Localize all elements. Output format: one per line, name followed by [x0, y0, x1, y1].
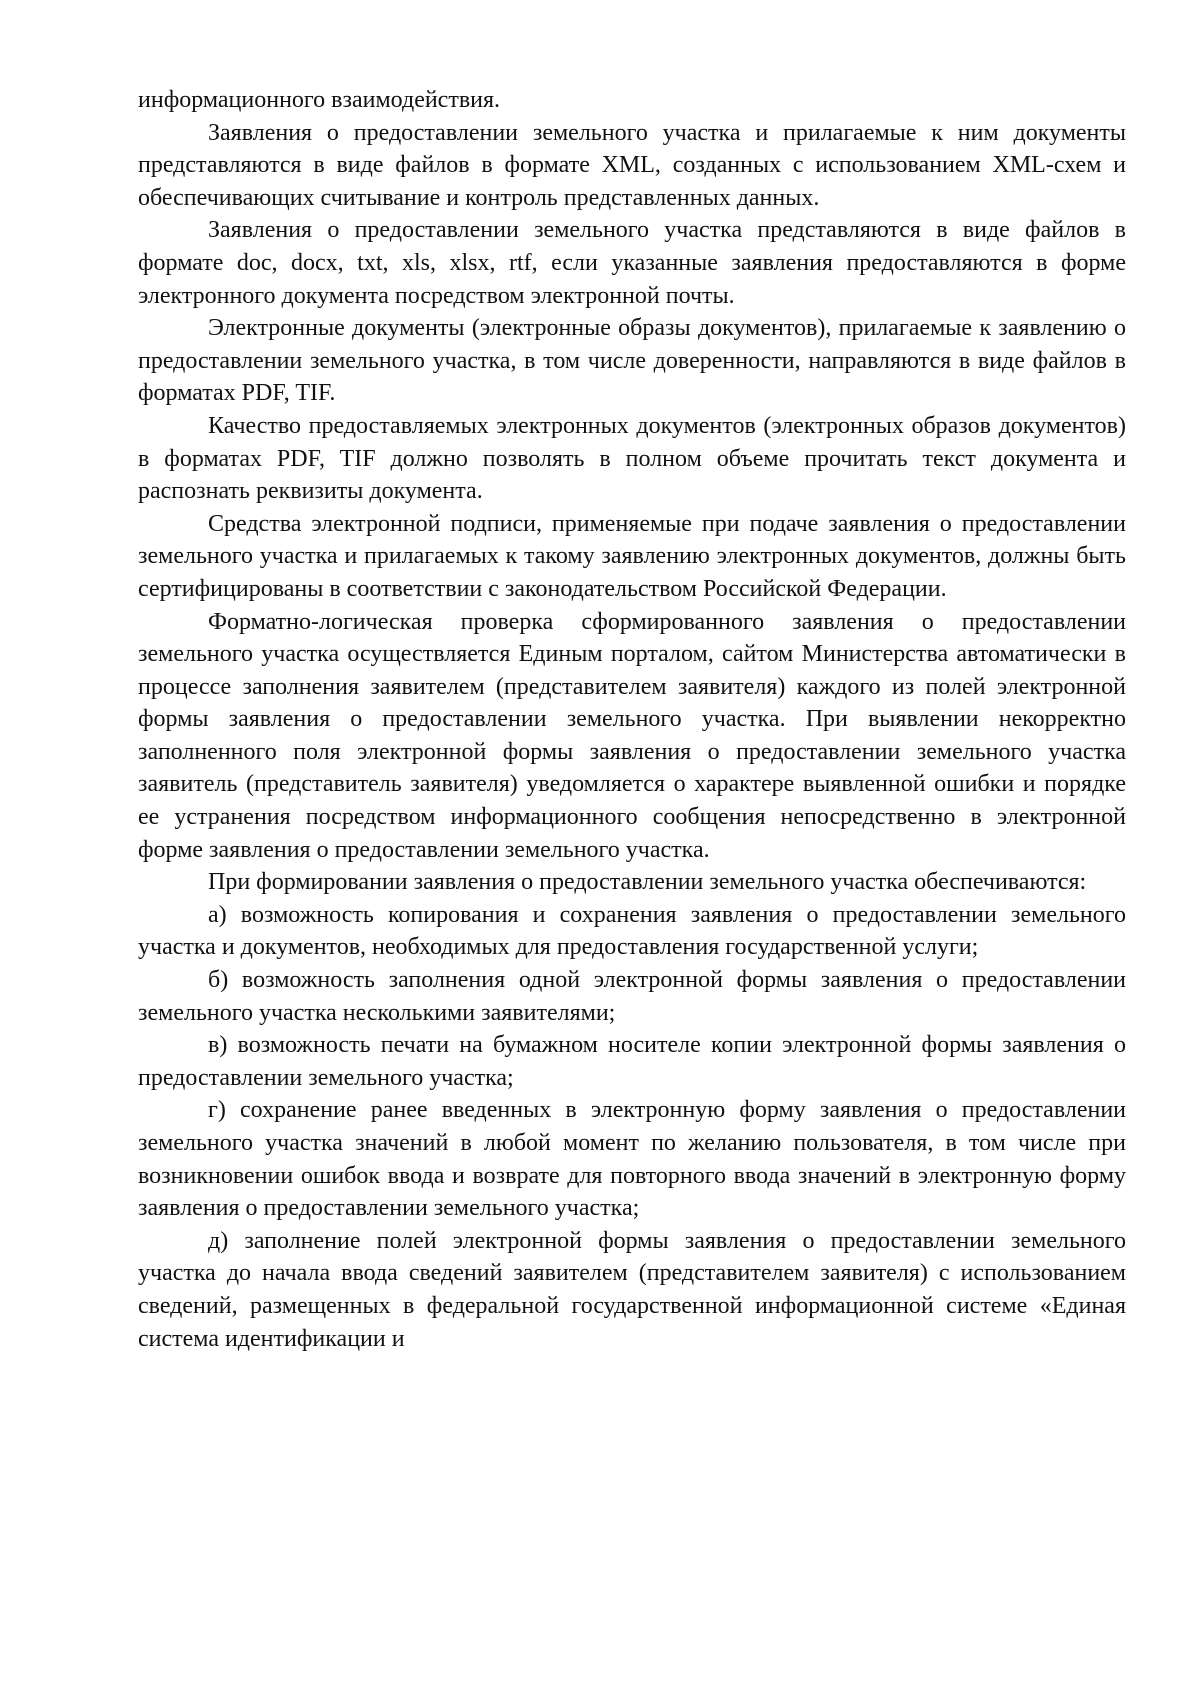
paragraph-form-provisions: При формировании заявления о предоставлении земельного участка обеспечиваются: [208, 869, 1087, 896]
list-item-g: г) сохранение ранее введенных в электронную форму заявления о предоставлении земельного участка значений в любой момент по желанию пользователя, в том числе при возникновении ошибок ввода и возврате для повторного ввода значений в электронную форму заявления о предоставлении земельного участка; [138, 1097, 1126, 1222]
list-item-v: в) возможность печати на бумажном носителе копии электронной формы заявления о предоставлении земельного участка; [138, 1032, 1126, 1091]
document-page [138, 84, 1126, 1355]
list-item-b: б) возможность заполнения одной электронной формы заявления о предоставлении земельного участка несколькими заявителями; [138, 967, 1126, 1026]
paragraph-electronic-signature: Средства электронной подписи, применяемые при подаче заявления о предоставлении земельного участка и прилагаемых к такому заявлению электронных документов, должны быть сертифицированы в соответствии с законодательством Российской Федерации. [138, 510, 1126, 602]
paragraph-xml-format: Заявления о предоставлении земельного участка и прилагаемые к ним документы представляются в виде файлов в формате XML, созданных с использованием XML-схем и обеспечивающих считывание и контроль представленных данных. [138, 119, 1126, 211]
list-item-d: д) заполнение полей электронной формы заявления о предоставлении земельного участка до начала ввода сведений заявителем (представителем заявителя) с использованием сведений, размещенных в федеральной государственной информационной системе «Единая система идентификации и [138, 1227, 1126, 1352]
paragraph-electronic-documents: Электронные документы (электронные образы документов), прилагаемые к заявлению о предоставлении земельного участка, в том числе доверенности, направляются в виде файлов в форматах PDF, TIF. [138, 315, 1126, 407]
list-item-a: а) возможность копирования и сохранения заявления о предоставлении земельного участка и документов, необходимых для предоставления государственной услуги; [138, 901, 1126, 961]
paragraph-format-logic-check: Форматно-логическая проверка сформированного заявления о предоставлении земельного участка осуществляется Единым порталом, сайтом Министерства автоматически в процессе заполнения заявителем (представителем заявителя) каждого из полей электронной формы заявления о предоставлении земельного участка. При выявлении некорректно заполненного поля электронной формы заявления о предоставлении земельного участка заявитель (представитель заявителя) уведомляется о характере выявленной ошибки и порядке ее устранения посредством информационного сообщения непосредственно в электронной форме заявления о предоставлении земельного участка. [138, 608, 1126, 863]
paragraph-doc-formats: Заявления о предоставлении земельного участка представляются в виде файлов в формате doc, docx, txt, xls, xlsx, rtf, если указанные заявления предоставляются в форме электронного документа посредством электронной почты. [138, 217, 1126, 309]
paragraph-document-quality: Качество предоставляемых электронных документов (электронных образов документов) в форматах PDF, TIF должно позволять в полном объеме прочитать текст документа и распознать реквизиты документа. [138, 412, 1126, 505]
paragraph-continuation: информационного взаимодействия. [138, 87, 501, 113]
